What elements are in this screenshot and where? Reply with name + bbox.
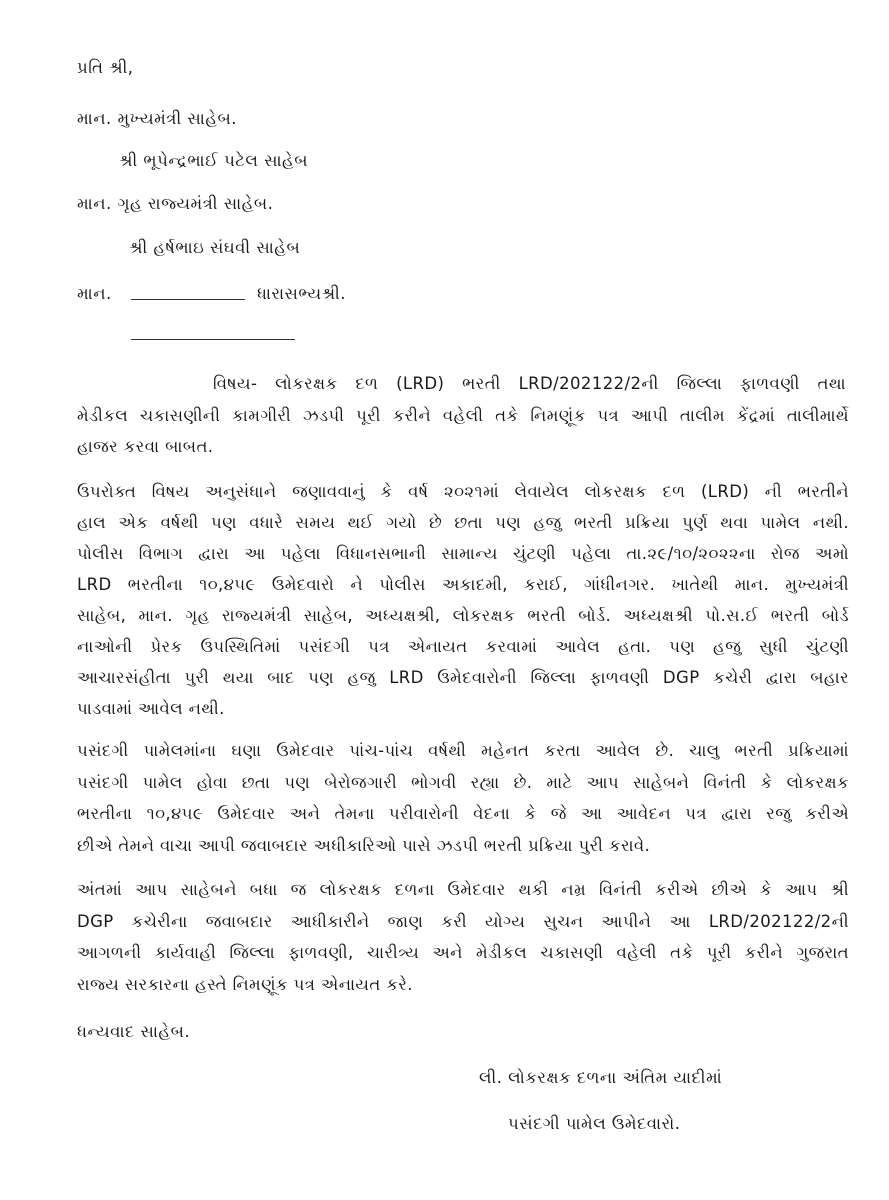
- paragraph-3-line: DGP કચેરીના જવાબદાર આધીકારીને જાણ કરી યોગ્ય સુચન આપીને આ LRD/202122/2ની: [77, 912, 849, 931]
- paragraph-1-line: પોલીસ વિભાગ દ્વારા આ પહેલા વિધાનસભાની સામાન્ય ચુંટણી પહેલા તા.૨૯/૧૦/૨૦૨૨ના રોજ અમો: [77, 544, 849, 563]
- mla-suffix: ધારાસભ્યશ્રી.: [257, 284, 347, 303]
- paragraph-3-line: અંતમાં આપ સાહેબને બધા જ લોકરક્ષક દળના ઉમેદવાર થકી નમ્ર વિનંતી કરીએ છીએ કે આપ શ્રી: [77, 880, 849, 899]
- paragraph-1-line: LRD ભરતીના ૧૦,૪૫૯ ઉમેદવારો ને પોલીસ અકાદમી, કરાઈ, ગાંધીનગર. ખાતેથી માન. મુખ્યમંત્રી: [77, 575, 849, 594]
- subject-line: વિષય- લોકરક્ષક દળ (LRD) ભરતી LRD/202122/2ની જિલ્લા ફાળવણી તથા: [213, 374, 846, 393]
- paragraph-3-line: આગળની કાર્યવાહી જિલ્લા ફાળવણી, ચારીત્ર્ય અને મેડીકલ ચકાસણી વહેલી તકે પૂરી કરીને ગુજરાત: [77, 943, 849, 962]
- hm-name: શ્રી હર્ષભાઇ સંઘવી સાહેબ: [129, 238, 301, 257]
- mla-name-blank: [131, 299, 245, 300]
- mla-prefix: માન.: [77, 284, 112, 303]
- hm-title: માન. ગૃહ રાજ્યમંત્રી સાહેબ.: [77, 194, 274, 213]
- constituency-blank: [131, 339, 295, 340]
- paragraph-3-line: રાજ્ય સરકારના હસ્તે નિમણૂંક પત્ર એનાયત કરે.: [77, 975, 413, 994]
- paragraph-1-line: સાહેબ, માન. ગૃહ રાજ્યમંત્રી સાહેબ, અધ્યક્ષશ્રી, લોકરક્ષક ભરતી બોર્ડ. અધ્યક્ષશ્રી પો.સ.ઈ ભરતી બોર્ડ: [77, 606, 849, 625]
- subject-line: મેડીકલ ચકાસણીની કામગીરી ઝડપી પૂરી કરીને વહેલી તકે નિમણૂંક પત્ર આપી તાલીમ કેંદ્રમાં તાલીમાર્થે: [77, 406, 849, 425]
- salutation: પ્રતિ શ્રી,: [77, 58, 134, 77]
- paragraph-2-line: ભરતીના ૧૦,૪૫૯ ઉમેદવાર અને તેમના પરીવારોની વેદના કે જે આ આવેદન પત્ર દ્વારા રજુ કરીએ: [77, 804, 849, 823]
- paragraph-1-line: આચારસંહીતા પુરી થયા બાદ પણ હજુ LRD ઉમેદવારોની જિલ્લા ફાળવણી DGP કચેરી દ્વારા બહાર: [77, 668, 849, 687]
- paragraph-2-line: પસંદગી પામેલ હોવા છતા પણ બેરોજગારી ભોગવી રહ્યા છે. માટે આપ સાહેબને વિનંતી કે લોકરક્ષક: [77, 773, 849, 792]
- subject-line: હાજર કરવા બાબત.: [77, 437, 214, 456]
- paragraph-1-line: નાઓની પ્રેરક ઉપસ્થિતિમાં પસંદગી પત્ર એનાયત કરવામાં આવેલ હતા. પણ હજુ સુધી ચુંટણી: [77, 637, 849, 656]
- paragraph-1-line: હાલ એક વર્ષથી પણ વધારે સમય થઈ ગયો છે છતા પણ હજુ ભરતી પ્રક્રિયા પુર્ણ થવા પામેલ નથી.: [77, 513, 849, 532]
- paragraph-1-line: પાડવામાં આવેલ નથી.: [77, 699, 225, 718]
- cm-name: શ્રી ભૂપેન્દ્રભાઈ પટેલ સાહેબ: [119, 151, 308, 170]
- signoff-line-2: પસંદગી પામેલ ઉમેદવારો.: [508, 1114, 681, 1133]
- paragraph-1-line: ઉપરોક્ત વિષય અનુસંધાને જણાવવાનું કે વર્ષ ૨૦૨૧માં લેવાયેલ લોકરક્ષક દળ (LRD) ની ભરતીને: [77, 482, 849, 501]
- cm-title: માન. મુખ્યમંત્રી સાહેબ.: [77, 109, 238, 128]
- signoff-line-1: લી. લોકરક્ષક દળના અંતિમ યાદીમાં: [479, 1068, 723, 1087]
- closing-thanks: ધન્યવાદ સાહેબ.: [77, 1022, 191, 1041]
- paragraph-2-line: છીએ તેમને વાચા આપી જવાબદાર અધીકારિઓ પાસે ઝડપી ભરતી પ્રક્રિયા પુરી કરાવે.: [77, 836, 651, 855]
- paragraph-2-line: પસંદગી પામેલમાંના ઘણા ઉમેદવાર પાંચ-પાંચ વર્ષથી મહેનત કરતા આવેલ છે. ચાલુ ભરતી પ્રક્રિયામાં: [77, 741, 849, 760]
